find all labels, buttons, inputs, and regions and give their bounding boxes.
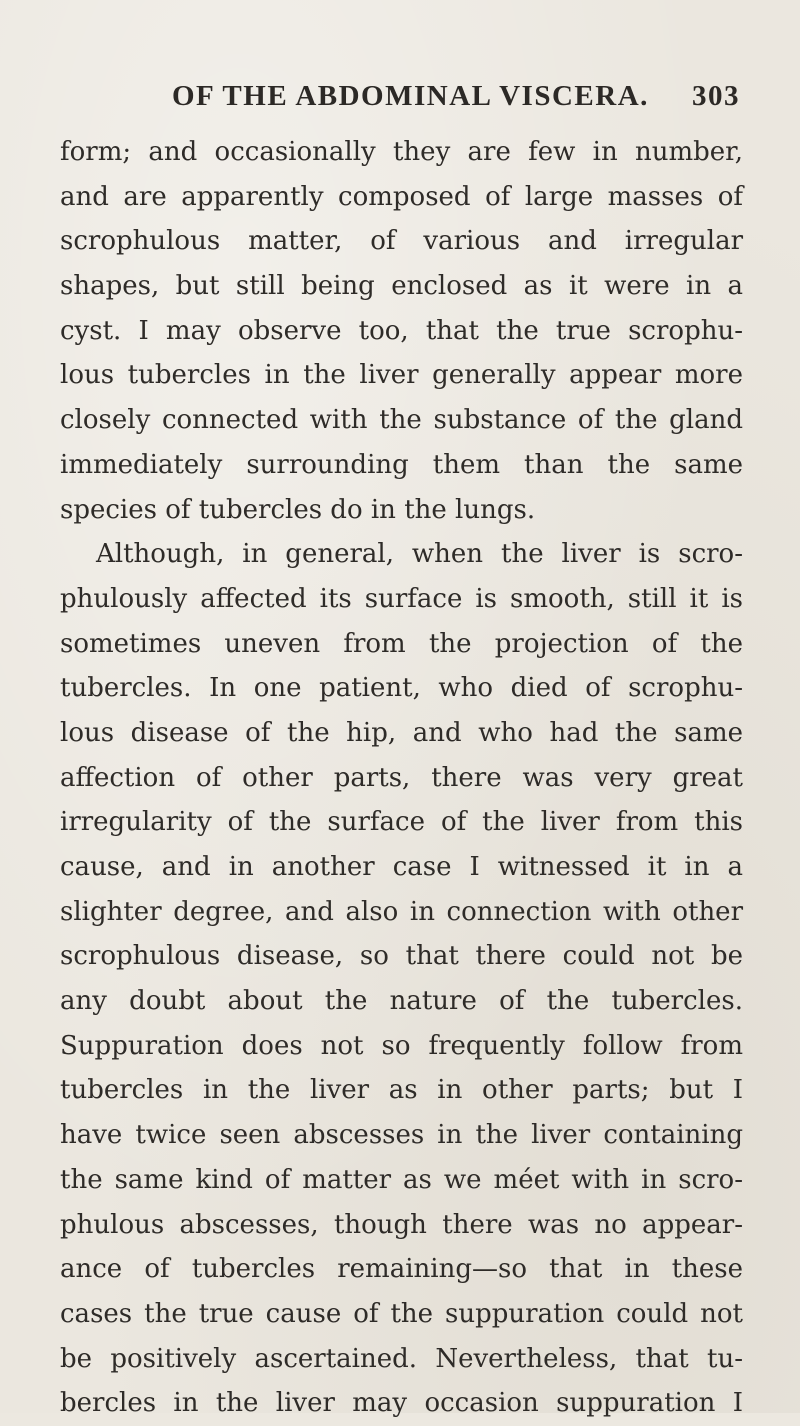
text-line: immediately surrounding them than the same xyxy=(60,449,743,480)
text-line: phulous abscesses, though there was no appear- xyxy=(60,1209,743,1240)
text-line: scrophulous matter, of various and irregular xyxy=(60,226,743,257)
text-line: irregularity of the surface of the liver from this xyxy=(60,807,743,838)
text-line: slighter degree, and also in connection with other xyxy=(60,896,743,927)
text-line: cyst. I may observe too, that the true scrophu- xyxy=(60,315,743,346)
text-line: Suppuration does not so frequently follow from xyxy=(60,1030,743,1061)
text-line: affection of other parts, there was very great xyxy=(60,762,743,793)
running-head xyxy=(172,80,740,120)
text-line: lous tubercles in the liver generally appear more xyxy=(60,360,743,391)
text-line: any doubt about the nature of the tubercles. xyxy=(60,986,743,1017)
text-line: ance of tubercles remaining—so that in these xyxy=(60,1254,743,1285)
text-line: closely connected with the substance of the gland xyxy=(60,405,743,436)
text-line: phulously affected its surface is smooth, still it is xyxy=(60,583,743,614)
text-line: be positively ascertained. Nevertheless, that tu- xyxy=(60,1343,743,1374)
text-line: cases the true cause of the suppuration could not xyxy=(60,1298,743,1329)
text-line: cause, and in another case I witnessed it in a xyxy=(60,852,743,882)
text-line: sometimes uneven from the projection of the xyxy=(60,628,743,659)
text-line: form; and occasionally they are few in number, xyxy=(60,137,743,167)
running-title: OF THE ABDOMINAL VISCERA. xyxy=(172,80,649,112)
paragraph-end-line: species of tubercles do in the lungs. xyxy=(60,494,536,525)
text-line: tubercles in the liver as in other parts; but I xyxy=(60,1075,743,1106)
body-text xyxy=(60,130,743,1426)
text-line: and are apparently composed of large masses of xyxy=(60,181,743,212)
text-line: the same kind of matter as we méet with in scro- xyxy=(60,1164,743,1195)
text-line: tubercles. In one patient, who died of scrophu- xyxy=(60,673,743,704)
paragraph-start-line: Although, in general, when the liver is scro- xyxy=(96,539,743,570)
page-number: 303 xyxy=(692,80,740,112)
text-line: shapes, but still being enclosed as it were in a xyxy=(60,271,743,302)
text-line: lous disease of the hip, and who had the same xyxy=(60,717,743,748)
text-line: scrophulous disease, so that there could not be xyxy=(60,941,743,972)
text-line: have twice seen abscesses in the liver containing xyxy=(60,1120,743,1151)
text-line: bercles in the liver may occasion suppuration I xyxy=(60,1388,743,1419)
